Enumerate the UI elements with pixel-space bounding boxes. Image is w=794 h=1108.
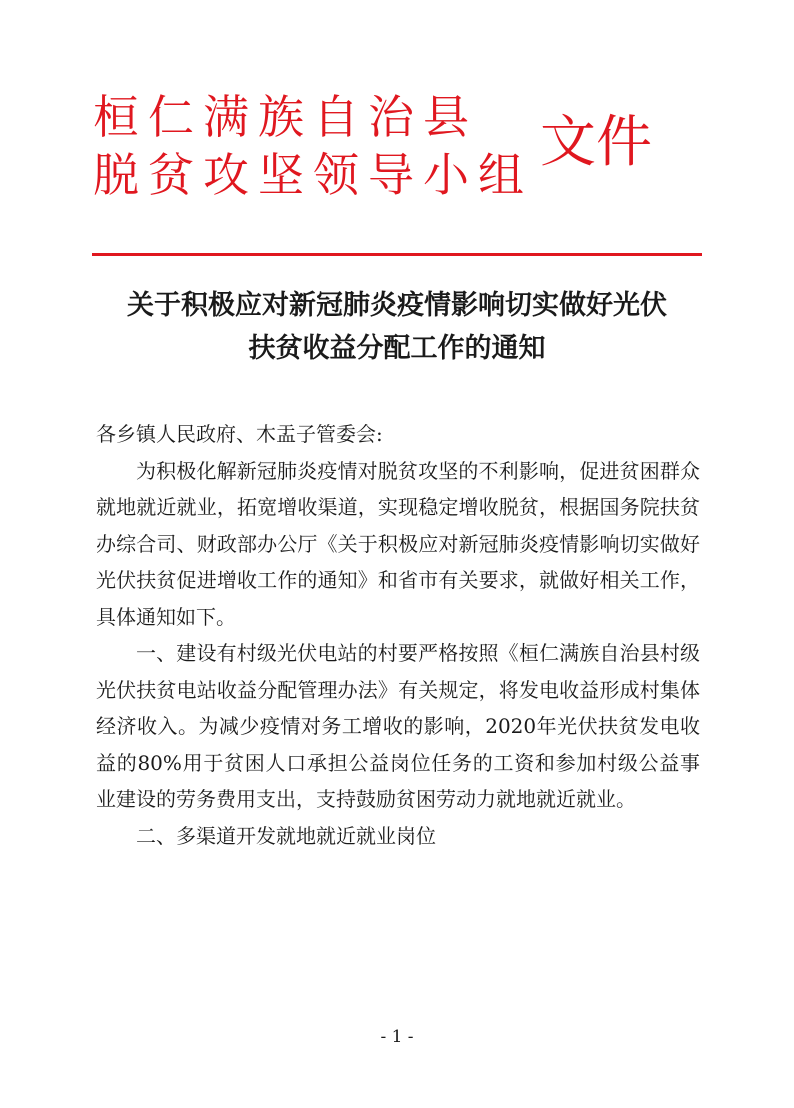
issuing-organization bbox=[93, 88, 533, 204]
paragraph-intro: 为积极化解新冠肺炎疫情对脱贫攻坚的不利影响，促进贫困群众就地就近就业，拓宽增收渠道，实现稳定增收脱贫，根据国务院扶贫办综合司、财政部办公厅《关于积极应对新冠肺炎疫情影响切实做好光伏扶贫促进增收工作的通知》和省市有关要求，就做好相关工作，具体通知如下。 bbox=[96, 458, 700, 629]
document-title bbox=[90, 284, 704, 370]
title-line-1: 关于积极应对新冠肺炎疫情影响切实做好光伏 bbox=[127, 290, 667, 321]
salutation: 各乡镇人民政府、木盂子管委会: bbox=[96, 422, 383, 446]
paragraph-section-2-heading: 二、多渠道开发就地就近就业岗位 bbox=[136, 823, 436, 848]
page-number: - 1 - bbox=[380, 1027, 414, 1047]
organization-line-1: 桓仁满族自治县 bbox=[93, 90, 478, 144]
document-type-label: 文件 bbox=[540, 110, 652, 175]
red-header-divider bbox=[92, 253, 702, 256]
paragraph-section-1: 一、建设有村级光伏电站的村要严格按照《桓仁满族自治县村级光伏扶贫电站收益分配管理办法》有关规定，将发电收益形成村集体经济收入。为减少疫情对务工增收的影响，2020年光伏扶贫发电收益的80%用于贫困人口承担公益岗位任务的工资和参加村级公益事业建设的劳务费用支出，支持鼓励贫困劳动力就地就近就业。 bbox=[96, 641, 700, 811]
title-line-2: 扶贫收益分配工作的通知 bbox=[248, 333, 546, 364]
organization-line-2: 脱贫攻坚领导小组 bbox=[93, 148, 533, 202]
document-body bbox=[96, 416, 700, 854]
